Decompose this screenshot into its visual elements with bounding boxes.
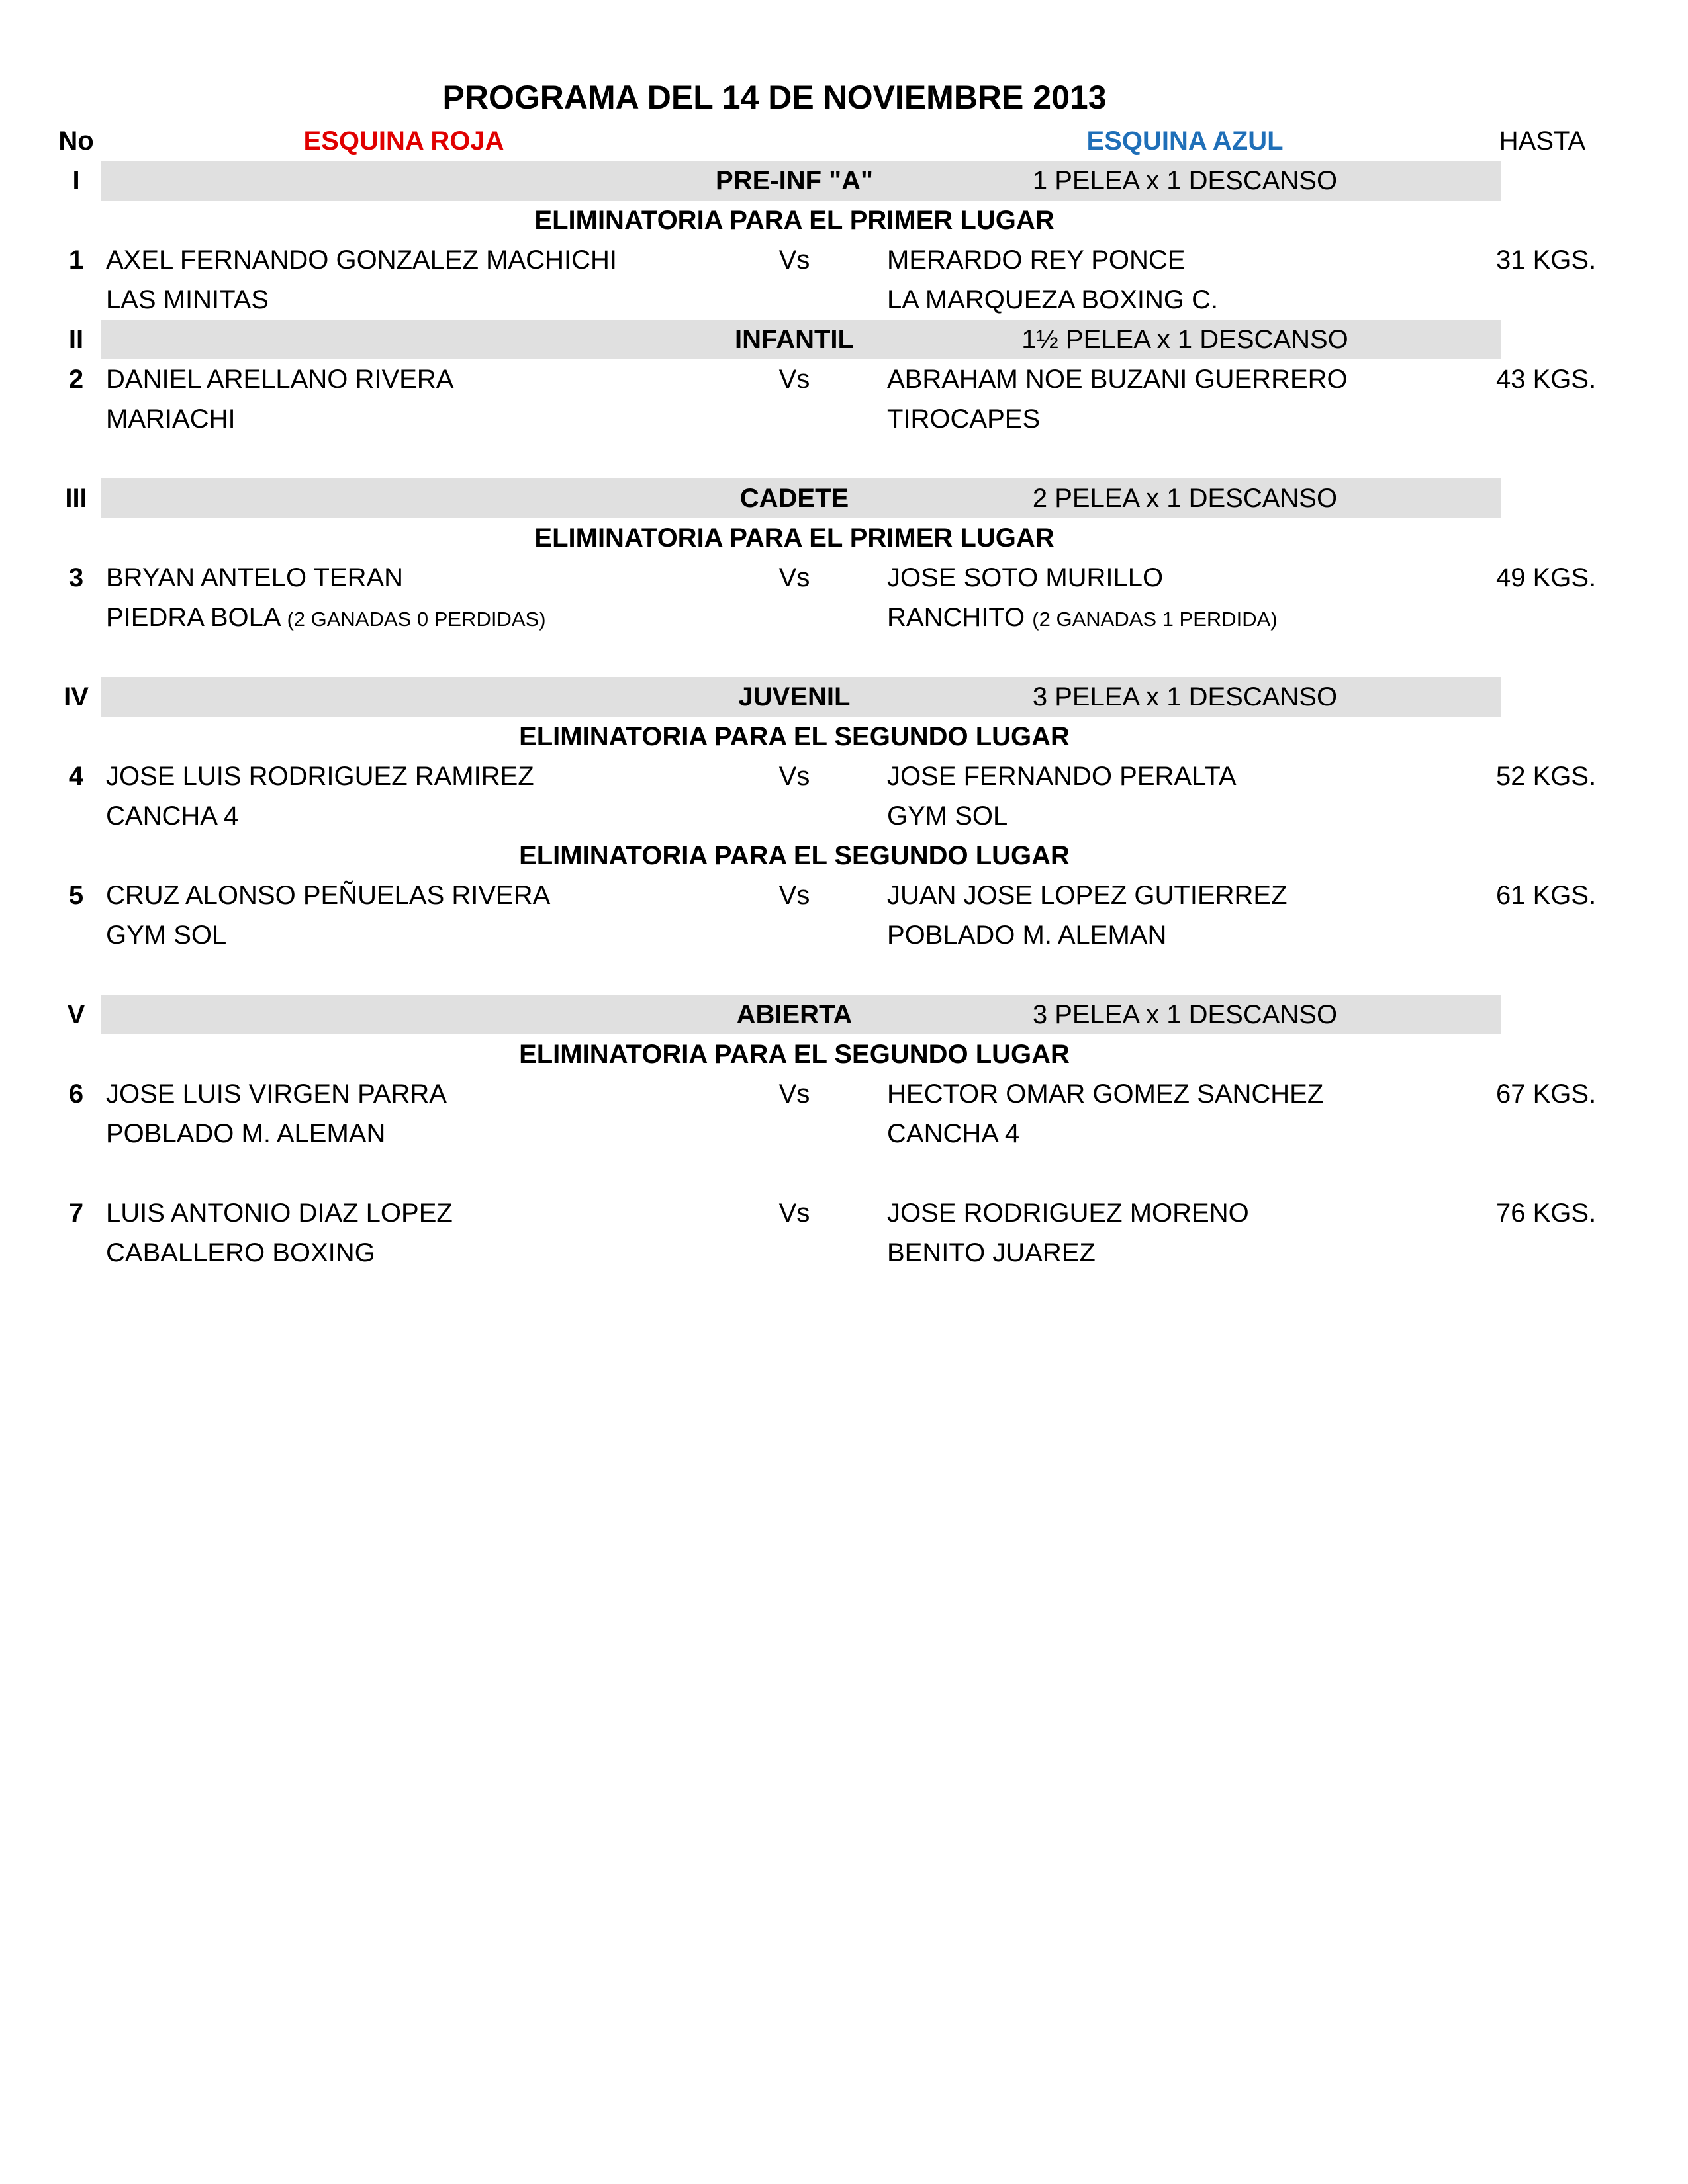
red-fighter-name: JOSE LUIS VIRGEN PARRA (106, 1079, 447, 1109)
bout-club-row (0, 1233, 1688, 1273)
red-fighter-club-with-record (106, 598, 546, 637)
category-roman: IV (64, 682, 89, 711)
page-title: PROGRAMA DEL 14 DE NOVIEMBRE 2013 (442, 79, 1107, 116)
bout-club-row (0, 598, 1688, 637)
blue-fighter-club: TIROCAPES (887, 404, 1041, 433)
red-fighter-name: JOSE LUIS RODRIGUEZ RAMIREZ (106, 762, 534, 791)
category-name: ABIERTA (736, 1000, 853, 1029)
blue-fighter-name: JUAN JOSE LOPEZ GUTIERREZ (887, 881, 1288, 910)
blue-fighter-club: POBLADO M. ALEMAN (887, 921, 1167, 950)
red-fighter-club: MARIACHI (106, 404, 236, 433)
blue-fighter-name: JOSE SOTO MURILLO (887, 563, 1164, 592)
bout-row (0, 1193, 1688, 1233)
blue-fighter-club: BENITO JUAREZ (887, 1238, 1096, 1267)
category-row (0, 677, 1688, 717)
bout-club-row (0, 796, 1688, 836)
blue-fighter-club: LA MARQUEZA BOXING C. (887, 285, 1219, 314)
blue-fighter-club: GYM SOL (887, 801, 1008, 831)
elimination-label: ELIMINATORIA PARA EL PRIMER LUGAR (534, 206, 1055, 235)
bout-number: 1 (68, 246, 84, 275)
category-row (0, 995, 1688, 1034)
header-limit: HASTA (1499, 126, 1586, 156)
column-header-row (0, 121, 1688, 161)
vs-label: Vs (778, 881, 810, 910)
header-no: No (58, 126, 94, 156)
elimination-label: ELIMINATORIA PARA EL SEGUNDO LUGAR (519, 841, 1070, 870)
elimination-label: ELIMINATORIA PARA EL PRIMER LUGAR (534, 523, 1055, 553)
blue-fighter-name: MERARDO REY PONCE (887, 246, 1186, 275)
category-name: PRE-INF "A" (716, 166, 873, 195)
category-roman: V (67, 1000, 85, 1029)
weight-limit: 49 KGS. (1496, 563, 1597, 592)
bout-club-row (0, 280, 1688, 320)
bout-number: 6 (68, 1079, 84, 1109)
category-roman: III (65, 484, 87, 513)
elimination-label: ELIMINATORIA PARA EL SEGUNDO LUGAR (519, 1040, 1070, 1069)
vs-label: Vs (778, 246, 810, 275)
bout-row (0, 359, 1688, 399)
weight-limit: 67 KGS. (1496, 1079, 1597, 1109)
weight-limit: 76 KGS. (1496, 1199, 1597, 1228)
category-name: JUVENIL (738, 682, 851, 711)
bout-number: 2 (68, 365, 84, 394)
blue-fighter-club: CANCHA 4 (887, 1119, 1020, 1148)
bout-row (0, 876, 1688, 915)
header-red-corner: ESQUINA ROJA (303, 126, 504, 156)
bout-number: 4 (68, 762, 84, 791)
bout-number: 7 (68, 1199, 84, 1228)
category-name: INFANTIL (735, 325, 854, 354)
blue-fighter-name: JOSE FERNANDO PERALTA (887, 762, 1237, 791)
red-fighter-club: LAS MINITAS (106, 285, 269, 314)
red-fighter-name: AXEL FERNANDO GONZALEZ MACHICHI (106, 246, 617, 275)
red-fighter-name: LUIS ANTONIO DIAZ LOPEZ (106, 1199, 453, 1228)
category-row (0, 478, 1688, 518)
vs-label: Vs (778, 762, 810, 791)
red-fighter-club: POBLADO M. ALEMAN (106, 1119, 386, 1148)
red-fighter-name: BRYAN ANTELO TERAN (106, 563, 404, 592)
red-fighter-club: PIEDRA BOLA (106, 603, 280, 632)
red-fighter-name: DANIEL ARELLANO RIVERA (106, 365, 454, 394)
category-name: CADETE (739, 484, 849, 513)
elimination-row (0, 518, 1688, 558)
blue-fighter-name: HECTOR OMAR GOMEZ SANCHEZ (887, 1079, 1324, 1109)
category-rounds: 1 PELEA x 1 DESCANSO (1032, 166, 1338, 195)
bout-club-row (0, 915, 1688, 955)
bout-number: 3 (68, 563, 84, 592)
category-row (0, 161, 1688, 201)
weight-limit: 31 KGS. (1496, 246, 1597, 275)
red-fighter-name: CRUZ ALONSO PEÑUELAS RIVERA (106, 881, 551, 910)
category-rounds: 3 PELEA x 1 DESCANSO (1032, 1000, 1338, 1029)
bout-number: 5 (68, 881, 84, 910)
red-fighter-club: CANCHA 4 (106, 801, 239, 831)
vs-label: Vs (778, 563, 810, 592)
red-fighter-club: GYM SOL (106, 921, 227, 950)
bout-club-row (0, 1114, 1688, 1154)
red-fighter-record: (2 GANADAS 0 PERDIDAS) (287, 608, 546, 631)
blue-fighter-record: (2 GANADAS 1 PERDIDA) (1032, 608, 1278, 631)
elimination-row (0, 1034, 1688, 1074)
red-fighter-club: CABALLERO BOXING (106, 1238, 375, 1267)
category-row (0, 320, 1688, 359)
bout-row (0, 756, 1688, 796)
weight-limit: 61 KGS. (1496, 881, 1597, 910)
category-rounds: 3 PELEA x 1 DESCANSO (1032, 682, 1338, 711)
blue-fighter-name: JOSE RODRIGUEZ MORENO (887, 1199, 1249, 1228)
elimination-row (0, 717, 1688, 756)
vs-label: Vs (778, 1079, 810, 1109)
bout-row (0, 1074, 1688, 1114)
weight-limit: 52 KGS. (1496, 762, 1597, 791)
category-rounds: 2 PELEA x 1 DESCANSO (1032, 484, 1338, 513)
blue-fighter-club: RANCHITO (887, 603, 1025, 632)
bout-row (0, 558, 1688, 598)
bout-club-row (0, 399, 1688, 439)
elimination-row (0, 836, 1688, 876)
category-roman: I (72, 166, 80, 195)
category-roman: II (68, 325, 84, 354)
weight-limit: 43 KGS. (1496, 365, 1597, 394)
elimination-label: ELIMINATORIA PARA EL SEGUNDO LUGAR (519, 722, 1070, 751)
header-blue-corner: ESQUINA AZUL (1086, 126, 1284, 156)
blue-fighter-name: ABRAHAM NOE BUZANI GUERRERO (887, 365, 1348, 394)
vs-label: Vs (778, 365, 810, 394)
elimination-row (0, 201, 1688, 240)
bout-row (0, 240, 1688, 280)
category-rounds: 1½ PELEA x 1 DESCANSO (1021, 325, 1348, 354)
vs-label: Vs (778, 1199, 810, 1228)
blue-fighter-club-with-record (887, 598, 1278, 637)
